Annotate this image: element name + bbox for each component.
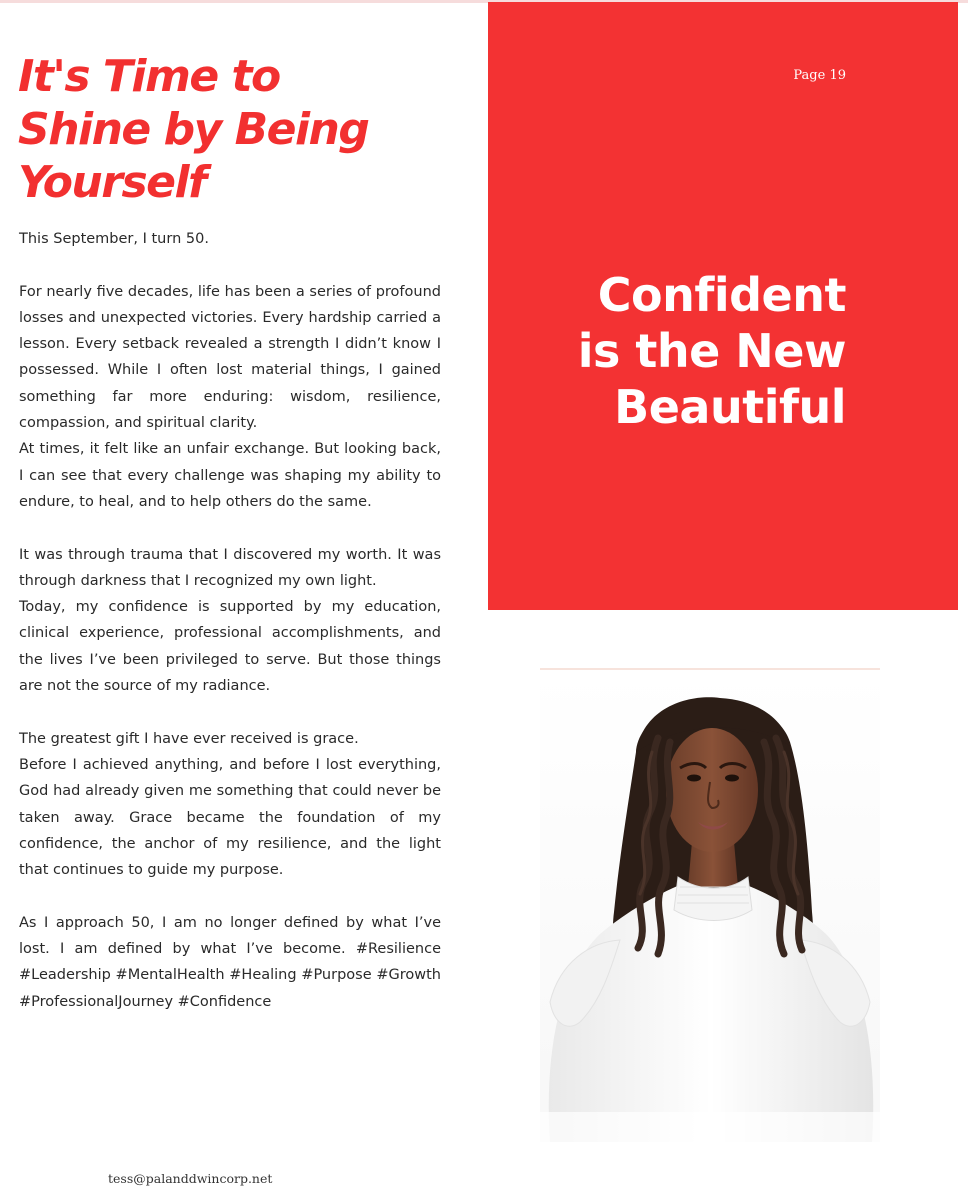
photo-divider — [540, 668, 880, 670]
article-body — [19, 226, 441, 1015]
contact-email: tess@palanddwincorp.net — [108, 1171, 273, 1186]
paragraph-foundation: Before I achieved anything, and before I lost everything, God had already given me something that could never be taken away. Grace became the foundation of my confidence, the anchor of my resilience, and the light that continues to guide my purpose. — [19, 756, 441, 879]
headline-line-3: Yourself — [18, 157, 206, 208]
headline-line-1: It's Time to — [18, 51, 280, 102]
tagline-line-2: is the New — [577, 324, 846, 378]
headline-line-2: Shine by Being — [18, 104, 369, 155]
tagline-line-1: Confident — [597, 268, 846, 322]
panel-tagline — [578, 267, 846, 435]
paragraph-approach-50: As I approach 50, I am no longer defined by what I’ve lost. I am defined by what I’ve become. #Resilience #Leadership #MentalHealth #Healing #Purpose #Growth #ProfessionalJourney #Confidence — [19, 914, 441, 1010]
paragraph-decades: For nearly five decades, life has been a series of profound losses and unexpected victories. Every hardship carried a lesson. Every setback revealed a strength I didn’t know I possessed. While I often lost material things, I gained something far more enduring: wisdom, resilience, compassion, and spiritual clarity. — [19, 283, 441, 432]
paragraph-exchange: At times, it felt like an unfair exchange. But looking back, I can see that every challenge was shaping my ability to endure, to heal, and to help others do the same. — [19, 441, 441, 510]
paragraph-confidence: Today, my confidence is supported by my education, clinical experience, professional accomplishments, and the lives I’ve been privileged to serve. But those things are not the source of my radiance. — [19, 599, 441, 695]
article-headline — [18, 50, 458, 209]
red-feature-panel — [488, 2, 958, 610]
tagline-line-3: Beautiful — [614, 380, 846, 434]
paragraph-grace: The greatest gift I have ever received is grace. — [19, 730, 359, 747]
portrait-photo — [540, 672, 880, 1142]
page-number: Page 19 — [793, 68, 846, 83]
paragraph-trauma: It was through trauma that I discovered my worth. It was through darkness that I recognized my own light. — [19, 546, 441, 589]
paragraph-intro: This September, I turn 50. — [19, 231, 209, 247]
